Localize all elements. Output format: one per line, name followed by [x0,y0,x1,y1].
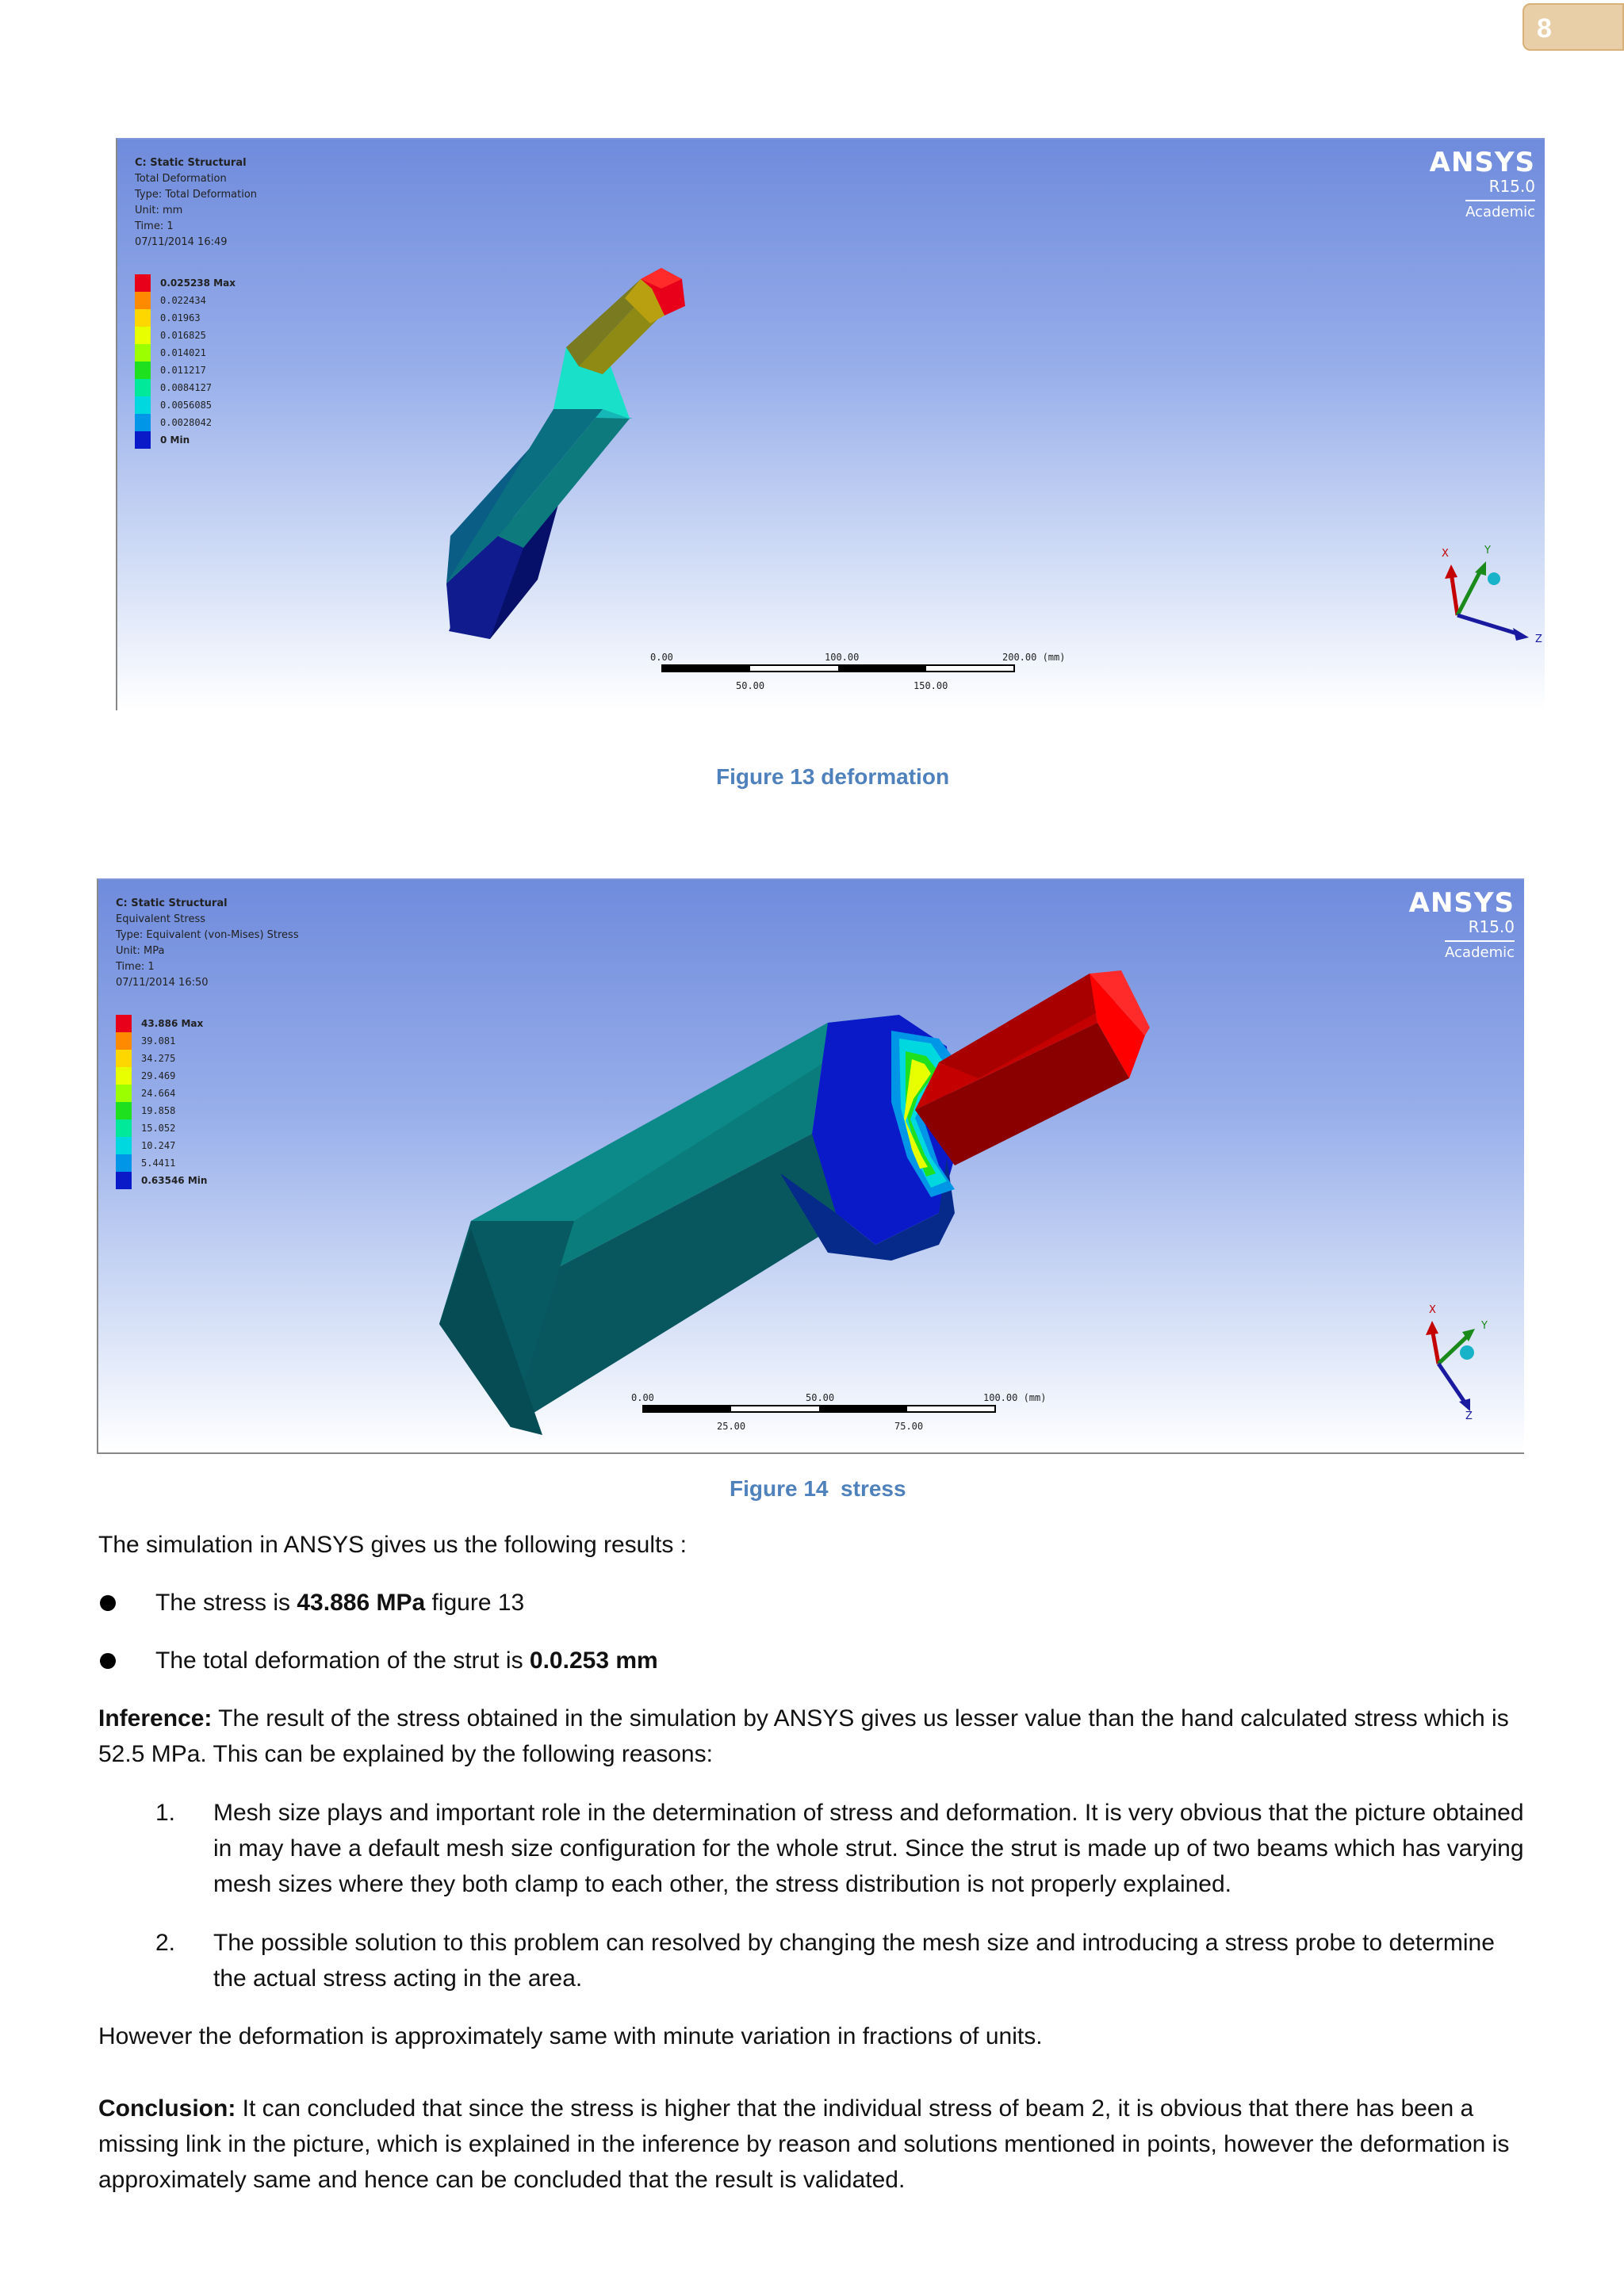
figure-13-caption: Figure 13 deformation [716,764,950,789]
results-intro: The simulation in ANSYS gives us the following results : [98,1532,688,1558]
legend-label: 0.011217 [160,365,206,376]
ansys-logo-version: R15.0 [1488,177,1535,196]
legend-label: 0.0056085 [160,400,213,411]
result-name: Equivalent Stress [116,913,206,925]
bullet-dot-2 [100,1653,116,1669]
legend-label: 0.01963 [160,312,201,323]
legend-label: 19.858 [141,1105,176,1116]
result-date: 07/11/2014 16:50 [116,977,209,989]
legend-label: 0.016825 [160,330,206,341]
result-time: Time: 1 [116,961,155,973]
legend-label: 39.081 [141,1035,176,1047]
result-type: Type: Total Deformation [135,189,258,201]
inference-paragraph [98,1701,1526,1772]
bullet-stress-post: figure 13 [425,1590,525,1616]
bullet-stress-value: 43.886 MPa [297,1590,426,1616]
triad-z-arrow [1459,1399,1470,1411]
legend-label: 0.022434 [160,295,206,306]
deformation-strut-model [117,140,1545,710]
scale-seg-3 [819,1406,907,1411]
bullet-stress [155,1585,524,1621]
result-name: Total Deformation [135,173,227,185]
conclusion-text: It can concluded that since the stress is higher that the individual stress of beam 2, it is obvious that there has been a missing link in the picture, which is explained in the inference by reason and solutions mentioned in points, however the deformation is approximately same and hence can be concluded that the result is validated. [98,2095,1510,2193]
bullet-dot-1 [100,1595,116,1611]
triad-z-axis [1438,1364,1465,1403]
legend-label: 0 Min [160,434,190,446]
scale-label-0: 0.00 [650,652,673,663]
scale-seg-3 [838,666,926,671]
ansys-logo-edition: Academic [1465,200,1535,222]
triad-y-label: Y [1481,1320,1488,1332]
scale-label-25: 25.00 [717,1421,746,1432]
deformation-viewport [116,138,1545,710]
legend-label: 29.469 [141,1070,176,1081]
bullet-deformation [155,1643,658,1678]
result-date: 07/11/2014 16:49 [135,236,228,248]
figure-14-caption [730,1476,906,1502]
scale-label-0: 0.00 [631,1392,654,1403]
ansys-logo-edition: Academic [1445,940,1515,962]
axis-triad [1415,1292,1524,1419]
triad-x-arrow [1426,1321,1438,1335]
result-type: Type: Equivalent (von-Mises) Stress [116,929,299,941]
ansys-logo-name: ANSYS [1429,147,1535,178]
scale-label-200: 200.00 (mm) [1002,652,1066,663]
scale-label-100: 100.00 [825,652,860,663]
legend-label: 43.886 Max [141,1018,204,1029]
conclusion-paragraph [98,2091,1526,2198]
triad-z-label: Z [1465,1410,1473,1419]
scale-label-50: 50.00 [806,1392,835,1403]
legend-label: 5.4411 [141,1158,176,1169]
figure-14-caption-word: stress [841,1476,906,1501]
result-unit: Unit: MPa [116,945,165,957]
bullet-stress-pre: The stress is [155,1590,297,1616]
figure-14-caption-prefix: Figure 14 [730,1476,829,1501]
triad-x-label: X [1429,1304,1436,1316]
scale-label-50: 50.00 [736,680,765,691]
triad-z-arrow [1513,628,1529,641]
legend-label: 15.052 [141,1123,176,1134]
inference-text: The result of the stress obtained in the simulation by ANSYS gives us lesser value than the hand calculated stress which is 52.5 MPa. This can be explained by the following reasons: [98,1705,1509,1767]
scale-label-75: 75.00 [894,1421,924,1432]
triad-origin-sphere [1460,1345,1474,1360]
result-time: Time: 1 [135,220,174,232]
scale-bar-graphic [661,664,1015,672]
triad-z-axis [1457,615,1519,634]
scale-bar-graphic [642,1405,996,1413]
page-number-badge: 8 [1522,3,1624,51]
triad-y-arrow [1475,561,1486,576]
legend-label: 24.664 [141,1088,176,1099]
legend-label: 0.025238 Max [160,277,236,289]
triad-origin-sphere [1488,572,1500,585]
stress-viewport [97,878,1524,1454]
inference-label: Inference: [98,1705,213,1732]
list-item-2: The possible solution to this problem can resolved by changing the mesh size and introducing a stress probe to determine the actual stress acting in the area. [213,1930,1495,1992]
conclusion-label: Conclusion: [98,2095,236,2122]
bullet-deformation-value: 0.0.253 mm [529,1647,658,1674]
list-number-1: 1. [155,1800,176,1826]
result-unit: Unit: mm [135,205,183,216]
legend-label: 0.0084127 [160,382,213,393]
legend-label: 0.0028042 [160,417,213,428]
triad-x-arrow [1445,564,1457,579]
triad-y-axis [1457,569,1481,615]
bullet-deformation-pre: The total deformation of the strut is [155,1647,530,1674]
analysis-title: C: Static Structural [116,897,228,909]
legend-label: 10.247 [141,1140,176,1151]
triad-x-label: X [1442,548,1449,560]
scale-seg-1 [644,1406,731,1411]
scale-label-100: 100.00 (mm) [983,1392,1047,1403]
ansys-logo-name: ANSYS [1408,887,1515,919]
scale-label-150: 150.00 [914,680,948,691]
legend-label: 0.63546 Min [141,1175,208,1186]
axis-triad [1434,536,1545,647]
stress-strut-model [98,880,1524,1452]
list-item-1: Mesh size plays and important role in the determination of stress and deformation. It is very obvious that the picture obtained in may have a default mesh size configuration for the whole strut. Since the strut is made up of two beams which has varying mesh sizes where they both clamp to each other, the stress distribution is not properly explained. [213,1800,1524,1897]
triad-y-label: Y [1484,545,1491,557]
however-paragraph: However the deformation is approximately same with minute variation in fractions of units. [98,2023,1043,2049]
triad-z-label: Z [1535,633,1542,645]
triad-x-axis [1451,572,1457,615]
analysis-title: C: Static Structural [135,157,247,169]
legend-label: 0.014021 [160,347,206,358]
list-number-2: 2. [155,1930,176,1956]
ansys-logo-version: R15.0 [1468,917,1515,936]
legend-label: 34.275 [141,1053,176,1064]
scale-seg-1 [663,666,750,671]
